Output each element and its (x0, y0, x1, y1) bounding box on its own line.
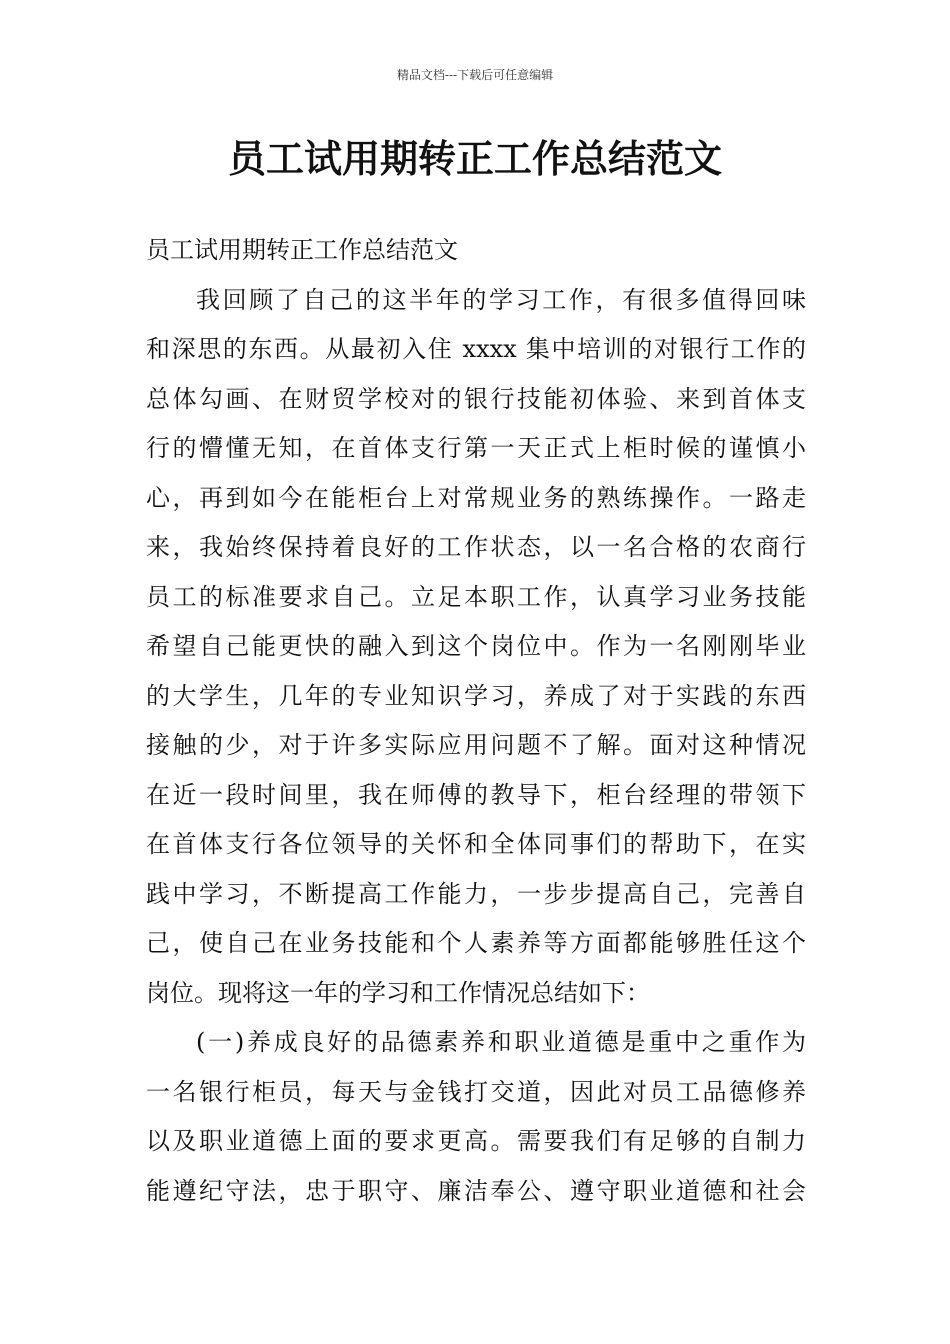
body-line: 能遵纪守法，忠于职守、廉洁奉公、遵守职业道德和社会 (146, 1176, 806, 1205)
body-line: 和深思的东西。从最初入住 xxxx 集中培训的对银行工作的 (146, 335, 806, 363)
body-line: 一名银行柜员，每天与金钱打交道，因此对员工品德修养 (146, 1077, 806, 1106)
body-line: 来，我始终保持着良好的工作状态，以一名合格的农商行 (146, 533, 806, 561)
body-line: 接触的少，对于许多实际应用问题不了解。面对这种情况 (146, 731, 806, 759)
body-line: 的大学生，几年的专业知识学习，养成了对于实践的东西 (146, 681, 806, 710)
body-line: 希望自己能更快的融入到这个岗位中。作为一名刚刚毕业 (146, 632, 806, 660)
body-line: 在首体支行各位领导的关怀和全体同事们的帮助下，在实 (146, 830, 806, 858)
body-line: 我回顾了自己的这半年的学习工作，有很多值得回味 (196, 285, 806, 314)
body-line: (一)养成良好的品德素养和职业道德是重中之重作为 (196, 1028, 806, 1056)
document-title: 员工试用期转正工作总结范文 (227, 137, 722, 181)
body-line: 以及职业道德上面的要求更高。需要我们有足够的自制力 (146, 1127, 806, 1155)
body-line: 在近一段时间里，我在师傅的教导下，柜台经理的带领下 (146, 780, 806, 809)
body-line: 践中学习，不断提高工作能力，一步步提高自己，完善自 (146, 879, 806, 908)
body-line: 行的懵懂无知，在首体支行第一天正式上柜时候的谨慎小 (146, 434, 806, 462)
page-header-note: 精品文档---下载后可任意编辑 (396, 68, 554, 82)
body-line: 员工的标准要求自己。立足本职工作，认真学习业务技能 (146, 582, 806, 611)
body-subtitle-line: 员工试用期转正工作总结范文 (146, 236, 458, 264)
body-line: 心，再到如今在能柜台上对常规业务的熟练操作。一路走 (146, 483, 806, 512)
document-body (146, 226, 806, 1216)
body-line: 己，使自己在业务技能和个人素养等方面都能够胜任这个 (146, 929, 806, 957)
body-line: 岗位。现将这一年的学习和工作情况总结如下： (146, 978, 650, 1007)
body-line: 总体勾画、在财贸学校对的银行技能初体验、来到首体支 (146, 384, 806, 413)
